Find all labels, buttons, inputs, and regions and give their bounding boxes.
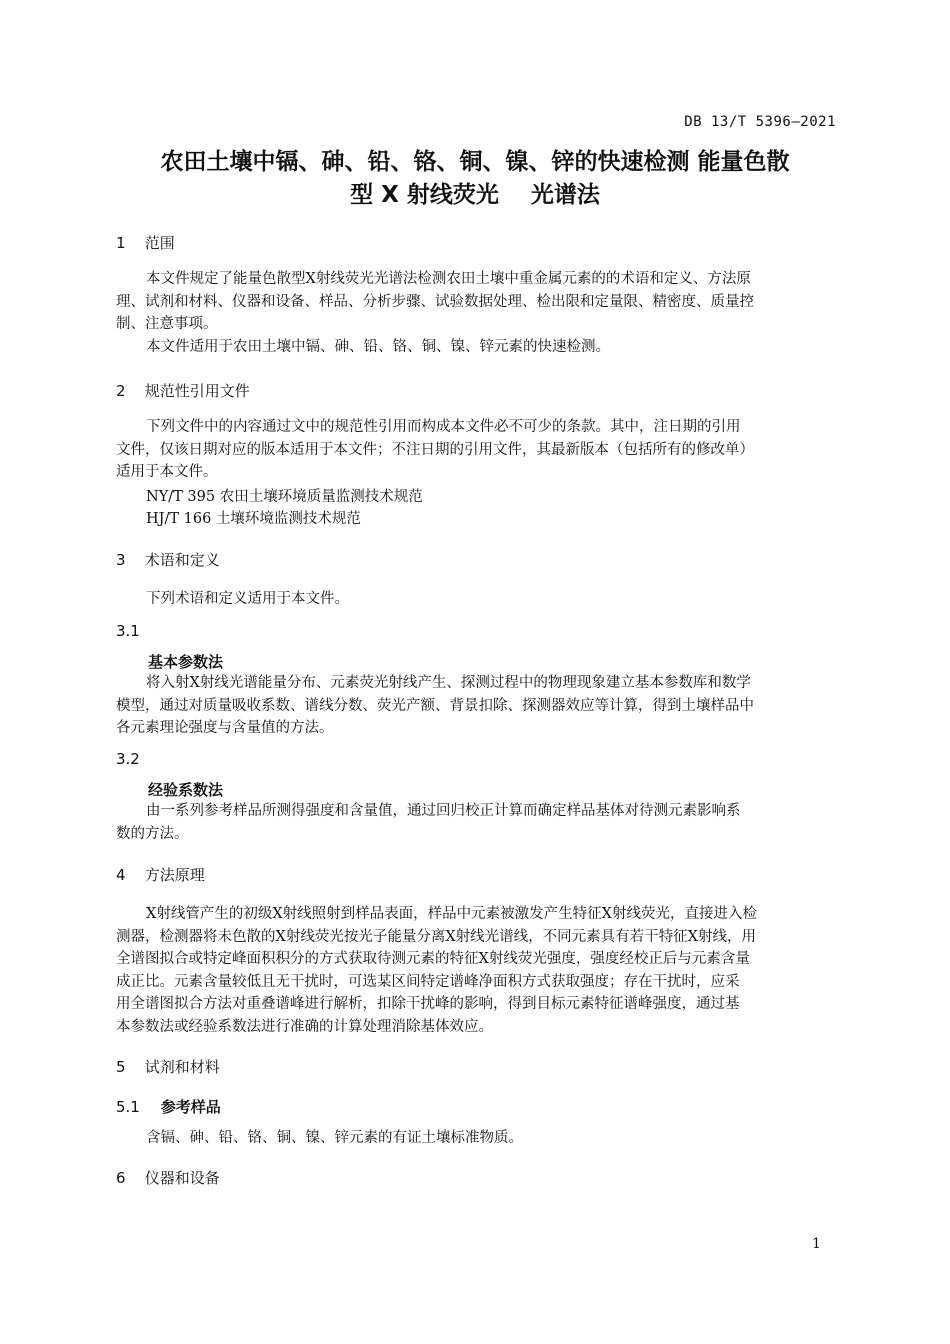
text-line: 将入射X射线光谱能量分布、元素荧光射线产生、探测过程中的物理现象建立基本参数库和数学	[146, 675, 751, 691]
text-line: 适用于本文件。	[116, 464, 218, 480]
text-line: 数的方法。	[116, 825, 189, 842]
section-4-heading	[116, 864, 205, 885]
section-3-intro	[116, 588, 838, 611]
text-line: 成正比。元素含量较低且无干扰时，可选某区间特定谱峰净面积方式获取强度；存在干扰时，应采	[116, 973, 740, 990]
text-line: 含镉、砷、铅、铬、铜、镍、锌元素的有证土壤标准物质。	[146, 1130, 523, 1146]
section-3-heading	[116, 549, 220, 570]
section-2-heading	[116, 380, 250, 401]
term-name: 经验系数法	[148, 781, 224, 799]
text-line: 全谱图拟合或特定峰面积积分的方式获取待测元素的特征X射线荧光强度，强度经校正后与元素含量	[116, 951, 750, 967]
section-2-paragraph	[116, 416, 838, 484]
subsection-title: 参考样品	[160, 1098, 221, 1116]
text-line: 各元素理论强度与含量值的方法。	[116, 720, 334, 736]
section-6-heading	[116, 1167, 220, 1188]
title-line-1: 农田土壤中镉、砷、铅、铬、铜、镍、锌的快速检测 能量色散	[160, 149, 790, 175]
section-title: 术语和定义	[144, 551, 220, 569]
section-number: 3	[116, 551, 126, 569]
text-line: 下列术语和定义适用于本文件。	[146, 591, 349, 607]
text-line: 下列文件中的内容通过文中的规范性引用而构成本文件必不可少的条款。其中，注日期的引用	[146, 419, 741, 435]
text-line: 由一系列参考样品所测得强度和含量值，通过回归校正计算而确定样品基体对待测元素影响系	[146, 803, 741, 819]
section-number: 5	[116, 1058, 126, 1076]
text-line: 理、试剂和材料、仪器和设备、样品、分析步骤、试验数据处理、检出限和定量限、精密度、质量控	[116, 293, 754, 310]
term-number: 3.1	[116, 622, 140, 640]
text-line: 本文件规定了能量色散型X射线荧光光谱法检测农田土壤中重金属元素的的术语和定义、方法原	[146, 271, 751, 287]
text-line: 本文件适用于农田土壤中镉、砷、铅、铬、铜、镍、锌元素的快速检测。	[146, 339, 610, 355]
text-line: 测器，检测器将未色散的X射线荧光按光子能量分离X射线光谱线，不同元素具有若干特征X射线，用	[116, 928, 756, 945]
section-4-paragraph	[116, 903, 838, 1038]
term-name: 基本参数法	[148, 653, 224, 671]
document-title	[100, 146, 850, 212]
section-title: 方法原理	[144, 866, 205, 884]
text-line: 制、注意事项。	[116, 316, 218, 332]
section-number: 4	[116, 866, 126, 884]
normative-reference-2: HJ/T 166 土壤环境监测技术规范	[146, 511, 361, 527]
text-line: X射线管产生的初级X射线照射到样品表面，样品中元素被激发产生特征X射线荧光，直接进入检	[146, 906, 757, 922]
subsection-number: 5.1	[116, 1098, 140, 1116]
page-number: 1	[812, 1236, 821, 1252]
section-1-paragraph-1	[116, 268, 838, 336]
text-line: 文件，仅该日期对应的版本适用于本文件；不注日期的引用文件，其最新版本（包括所有的修改单）	[116, 441, 754, 458]
title-line-2: 型 X 射线荧光 光谱法	[350, 182, 600, 208]
term-definition	[116, 800, 838, 845]
term-number: 3.2	[116, 750, 140, 768]
text-line: 本参数法或经验系数法进行准确的计算处理消除基体效应。	[116, 1018, 493, 1035]
subsection-5-1-text	[116, 1127, 838, 1150]
subsection-5-1-heading	[116, 1096, 221, 1117]
normative-reference-1: NY/T 395 农田土壤环境质量监测技术规范	[146, 489, 423, 505]
section-title: 试剂和材料	[144, 1058, 220, 1076]
standard-code: DB 13/T 5396—2021	[684, 114, 836, 130]
section-title: 仪器和设备	[144, 1169, 220, 1187]
section-1-paragraph-2	[116, 336, 838, 359]
section-title: 规范性引用文件	[144, 382, 250, 400]
section-title: 范围	[144, 234, 175, 252]
section-1-heading	[116, 232, 175, 253]
section-number: 1	[116, 234, 126, 252]
section-number: 6	[116, 1169, 126, 1187]
section-number: 2	[116, 382, 126, 400]
text-line: 模型，通过对质量吸收系数、谱线分数、荧光产额、背景扣除、探测器效应等计算，得到土壤样品中	[116, 697, 754, 714]
term-definition	[116, 672, 838, 740]
text-line: 用全谱图拟合方法对重叠谱峰进行解析，扣除干扰峰的影响，得到目标元素特征谱峰强度，通过基	[116, 996, 740, 1012]
section-5-heading	[116, 1056, 220, 1077]
